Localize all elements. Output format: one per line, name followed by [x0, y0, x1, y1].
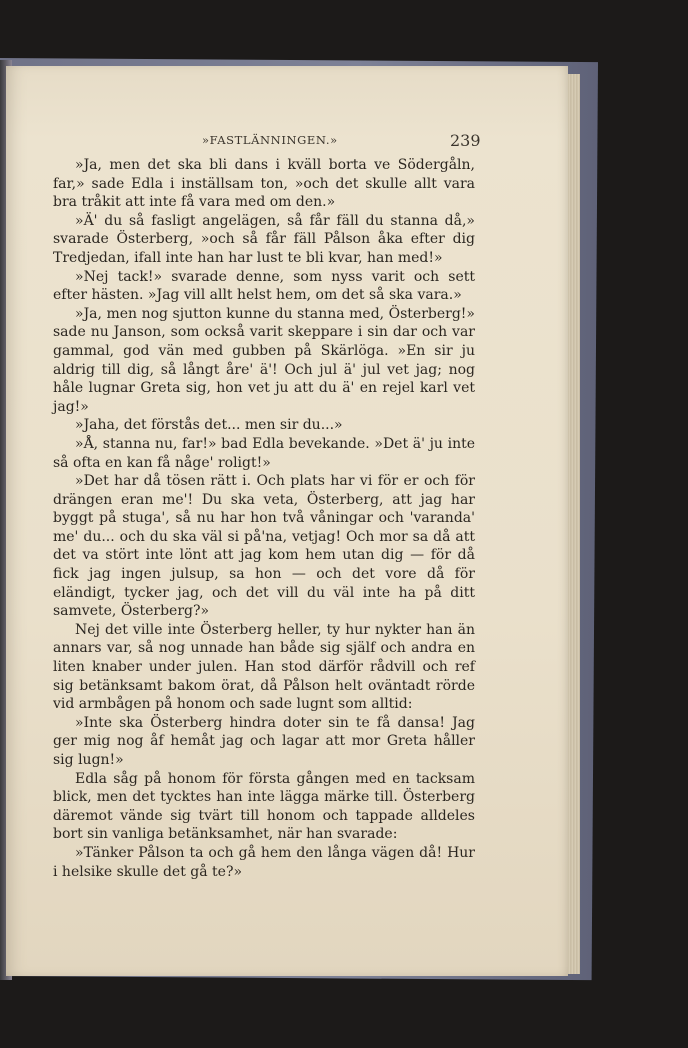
- paragraph: »Inte ska Österberg hindra doter sin te få dansa! Jag ger mig nog åf hemåt jag och lagar att mor Greta håller sig lugn!»: [53, 714, 475, 768]
- running-head: »FASTLÄNNINGEN.»: [202, 133, 338, 147]
- page-number: 239: [450, 131, 481, 150]
- paragraph: Nej det ville inte Österberg heller, ty hur nykter han än annars var, så nog unnade han både sig själf och andra en liten knaber under julen. Han stod därför rådvill och ref sig betänksamt bakom örat, då Pålson helt oväntadt rörde vid armbågen på honom och sade lugnt som alltid:: [53, 621, 475, 713]
- paragraph: »Ja, men det ska bli dans i kväll borta ve Södergåln, far,» sade Edla i inställsam ton, »och det skulle allt vara bra tråkit att inte få vara med om den.»: [53, 157, 475, 211]
- paragraph: »Ä' du så fasligt angelägen, så får fäll du stanna då,» svarade Österberg, »och så får fäll Pålson åka efter dig Tredjedan, ifall inte han har lust te bli kvar, han med!»: [53, 212, 475, 266]
- paragraph: »Å, stanna nu, far!» bad Edla bevekande. »Det ä' ju inte så ofta en kan få någe' roligt!»: [53, 435, 475, 471]
- paragraph: »Tänker Pålson ta och gå hem den långa vägen då! Hur i helsike skulle det gå te?»: [53, 844, 475, 880]
- body-text: [53, 156, 475, 881]
- paragraph: »Det har då tösen rätt i. Och plats har vi för er och för drängen eran me'! Du ska veta, Österberg, att jag har byggt på stuga', så nu har hon två våningar och 'varanda' me' du... och du ska väl si på'na, vetjag! Och mor sa då att det va stört inte lönt att jag kom hem utan dig — för då fick jag ingen julsup, sa hon — och det vore då för eländigt, tycker jag, och det vill du väl inte ha på ditt samvete, Österberg?»: [53, 473, 475, 620]
- paragraph: Edla såg på honom för första gången med en tacksam blick, men det tycktes han inte lägga märke till. Österberg däremot vände sig tvärt till honom och tappade alldeles bort sin vanliga betänksamhet, när han svarade:: [53, 770, 475, 843]
- page-header: [0, 133, 688, 153]
- paragraph: »Nej tack!» svarade denne, som nyss varit och sett efter hästen. »Jag vill allt helst hem, om det så ska vara.»: [53, 268, 475, 304]
- paragraph: »Ja, men nog sjutton kunne du stanna med, Österberg!» sade nu Janson, som också varit skeppare i sin dar och var gammal, god vän med gubben på Skärlöga. »En sir ju aldrig till dig, så långt åre' ä'! Och jul ä' jul vet jag; nog håle lugnar Greta sig, hon vet ju att du ä' en rejel karl vet jag!»: [53, 305, 475, 415]
- paragraph: »Jaha, det förstås det... men sir du...»: [75, 417, 343, 434]
